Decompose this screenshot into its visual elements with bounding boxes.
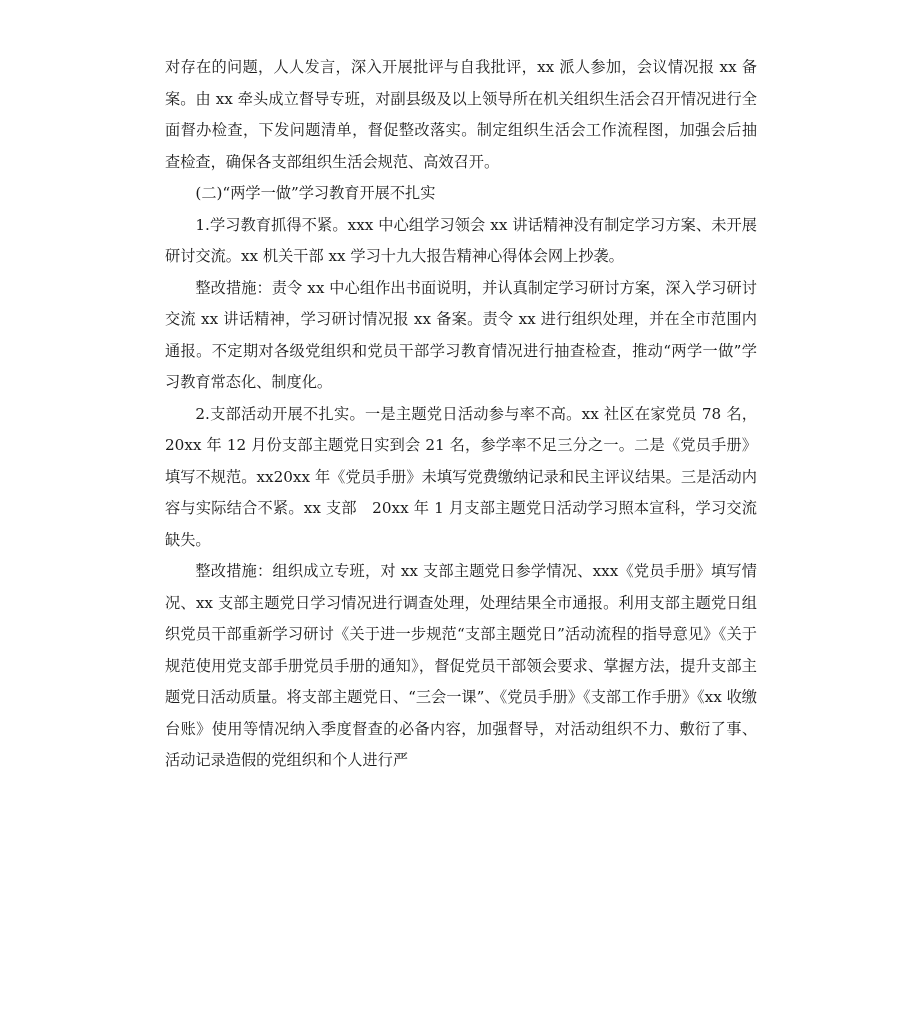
paragraph-measures-2: 整改措施：组织成立专班，对 xx 支部主题党日参学情况、xxx《党员手册》填写情况、xx 支部主题党日学习情况进行调查处理，处理结果全市通报。利用支部主题党日组织党员干部重新学习研讨《关于进一步规范“支部主题党日”活动流程的指导意见》《关于规范使用党支部手册党员手册的通知》，督促党员干部领会要求、掌握方法，提升支部主题党日活动质量。将支部主题党日、“三会一课”、《党员手册》《支部工作手册》《xx 收缴台账》使用等情况纳入季度督查的必备内容，加强督导，对活动组织不力、敷衍了事、活动记录造假的党组织和个人进行严 bbox=[165, 562, 757, 769]
document-body bbox=[165, 52, 757, 777]
section-heading: (二)“两学一做”学习教育开展不扎实 bbox=[195, 184, 436, 202]
paragraph-item-2: 2.支部活动开展不扎实。一是主题党日活动参与率不高。xx 社区在家党员 78 名，20xx 年 12 月份支部主题党日实到会 21 名，参学率不足三分之一。二是《党员手册》填写不规范。xx20xx 年《党员手册》未填写党费缴纳记录和民主评议结果。三是活动内容与实际结合不紧。xx 支部 20xx 年 1 月支部主题党日活动学习照本宣科，学习交流缺失。 bbox=[165, 404, 757, 549]
paragraph-item-1: 1.学习教育抓得不紧。xxx 中心组学习领会 xx 讲话精神没有制定学习方案、未开展研讨交流。xx 机关干部 xx 学习十九大报告精神心得体会网上抄袭。 bbox=[165, 215, 757, 265]
paragraph-measures-1: 整改措施：责令 xx 中心组作出书面说明，并认真制定学习研讨方案，深入学习研讨交流 xx 讲话精神，学习研讨情况报 xx 备案。责令 xx 进行组织处理，并在全市范围内通报。不定期对各级党组织和党员干部学习教育情况进行抽查检查，推动“两学一做”学习教育常态化、制度化。 bbox=[165, 278, 757, 391]
paragraph-continuation: 对存在的问题，人人发言，深入开展批评与自我批评，xx 派人参加，会议情况报 xx 备案。由 xx 牵头成立督导专班，对副县级及以上领导所在机关组织生活会召开情况进行全面督办检查，下发问题清单，督促整改落实。制定组织生活会工作流程图，加强会后抽查检查，确保各支部组织生活会规范、高效召开。 bbox=[165, 58, 757, 171]
